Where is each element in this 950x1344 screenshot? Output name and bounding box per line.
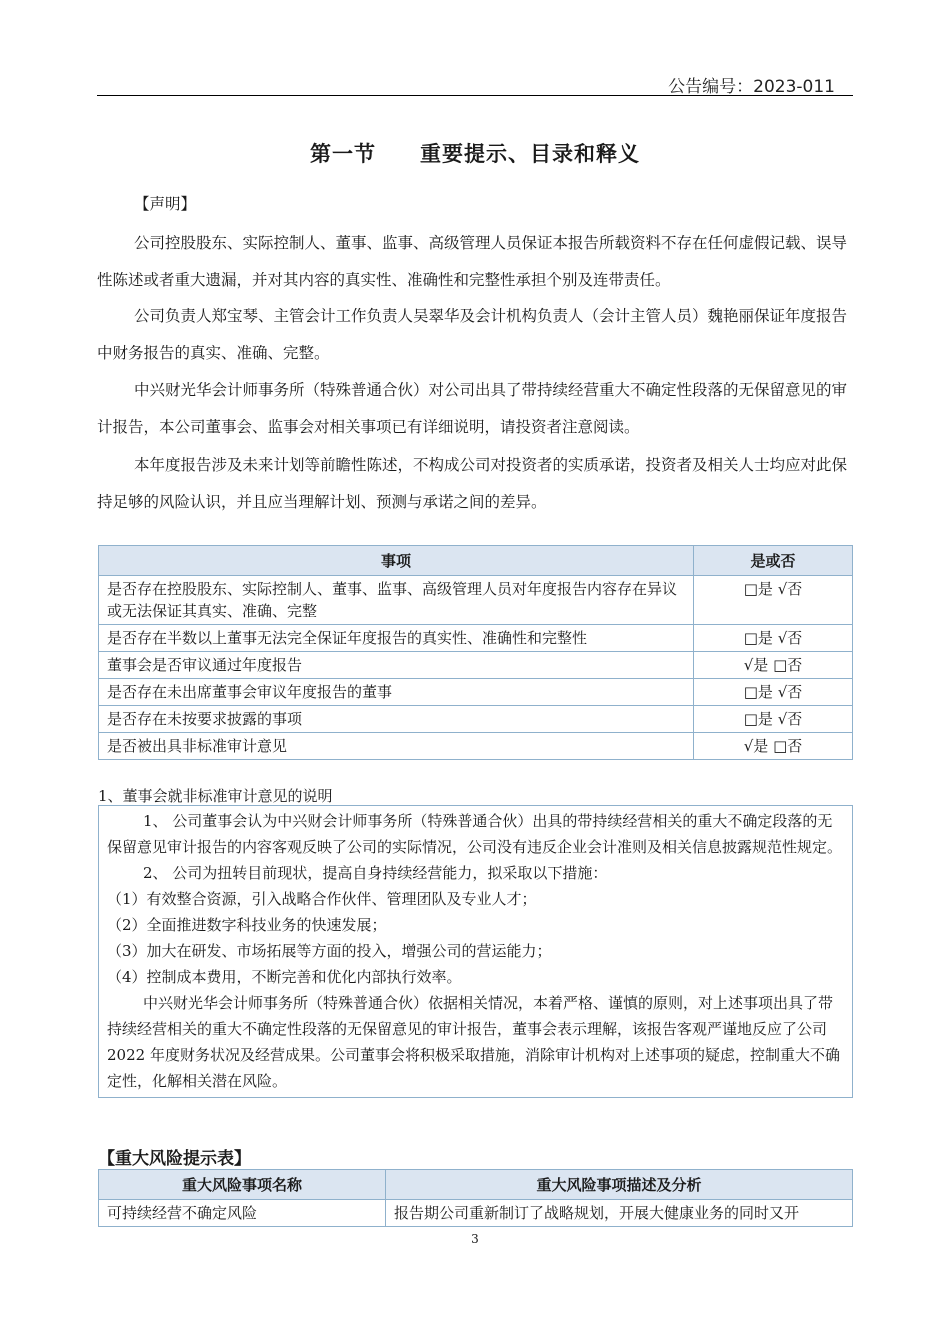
matter-item: 是否存在未出席董事会审议年度报告的董事 — [99, 679, 694, 706]
table-row — [99, 576, 853, 625]
table-row — [99, 733, 853, 760]
matters-table — [98, 545, 853, 760]
matter-item: 是否存在控股股东、实际控制人、董事、监事、高级管理人员对年度报告内容存在异议或无法保证其真实、准确、完整 — [99, 576, 694, 625]
matter-answer: √是 □否 — [694, 733, 853, 760]
matter-item: 是否存在未按要求披露的事项 — [99, 706, 694, 733]
risk-name: 可持续经营不确定风险 — [99, 1200, 386, 1227]
note-line: （3）加大在研发、市场拓展等方面的投入，增强公司的营运能力； — [107, 942, 552, 960]
note-line: （4）控制成本费用，不断完善和优化内部执行效率。 — [107, 968, 462, 986]
matter-answer: □是 √否 — [694, 576, 853, 625]
declaration-paragraph: 本年度报告涉及未来计划等前瞻性陈述，不构成公司对投资者的实质承诺，投资者及相关人士均应对此保持足够的风险认识，并且应当理解计划、预测与承诺之间的差异。 — [97, 456, 848, 511]
announcement-number: 公告编号：2023-011 — [668, 77, 835, 97]
page-number: 3 — [471, 1232, 479, 1246]
board-note-title: 1、董事会就非标准审计意见的说明 — [98, 787, 333, 805]
section-title: 第一节 重要提示、目录和释义 — [310, 142, 640, 166]
column-header-risk-desc: 重大风险事项描述及分析 — [386, 1170, 853, 1200]
matter-answer: □是 √否 — [694, 625, 853, 652]
declaration-heading: 【声明】 — [134, 195, 197, 213]
matter-answer: □是 √否 — [694, 679, 853, 706]
column-header-item: 事项 — [99, 546, 694, 576]
header-rule — [97, 95, 853, 96]
table-row — [99, 706, 853, 733]
column-header-answer: 是或否 — [694, 546, 853, 576]
table-row — [99, 652, 853, 679]
matter-item: 董事会是否审议通过年度报告 — [99, 652, 694, 679]
table-row — [99, 679, 853, 706]
column-header-risk-name: 重大风险事项名称 — [99, 1170, 386, 1200]
declaration-paragraph: 公司负责人郑宝琴、主管会计工作负责人吴翠华及会计机构负责人（会计主管人员）魏艳丽保证年度报告中财务报告的真实、准确、完整。 — [97, 307, 848, 362]
table-row — [99, 625, 853, 652]
matter-item: 是否被出具非标准审计意见 — [99, 733, 694, 760]
table-row — [99, 1200, 853, 1227]
matter-item: 是否存在半数以上董事无法完全保证年度报告的真实性、准确性和完整性 — [99, 625, 694, 652]
board-note-box — [98, 805, 853, 1098]
note-line: 1、 公司董事会认为中兴财会计师事务所（特殊普通合伙）出具的带持续经营相关的重大不确定段落的无保留意见审计报告的内容客观反映了公司的实际情况，公司没有违反企业会计准则及相关信息披露规范性规定。 — [107, 812, 843, 856]
note-line: 2、 公司为扭转目前现状，提高自身持续经营能力，拟采取以下措施： — [143, 864, 608, 882]
matter-answer: □是 √否 — [694, 706, 853, 733]
matter-answer: √是 □否 — [694, 652, 853, 679]
declaration-paragraph: 公司控股股东、实际控制人、董事、监事、高级管理人员保证本报告所载资料不存在任何虚假记载、误导性陈述或者重大遗漏，并对其内容的真实性、准确性和完整性承担个别及连带责任。 — [97, 234, 848, 289]
note-line: （2）全面推进数字科技业务的快速发展； — [107, 916, 387, 934]
declaration-paragraph: 中兴财光华会计师事务所（特殊普通合伙）对公司出具了带持续经营重大不确定性段落的无保留意见的审计报告，本公司董事会、监事会对相关事项已有详细说明，请投资者注意阅读。 — [97, 381, 848, 436]
risk-desc: 报告期公司重新制订了战略规划，开展大健康业务的同时又开 — [386, 1200, 853, 1227]
note-line: 中兴财光华会计师事务所（特殊普通合伙）依据相关情况，本着严格、谨慎的原则，对上述事项出具了带持续经营相关的重大不确定性段落的无保留意见的审计报告，董事会表示理解，该报告客观严谨地反应了公司 2022 年度财务状况及经营成果。公司董事会将积极采取措施，消除审计机构对上述事项的疑虑，控制重大不确定性，化解相关潜在风险。 — [107, 994, 840, 1090]
note-line: （1）有效整合资源，引入战略合作伙伴、管理团队及专业人才； — [107, 890, 537, 908]
risk-heading: 【重大风险提示表】 — [98, 1149, 251, 1169]
risk-table — [98, 1169, 853, 1227]
